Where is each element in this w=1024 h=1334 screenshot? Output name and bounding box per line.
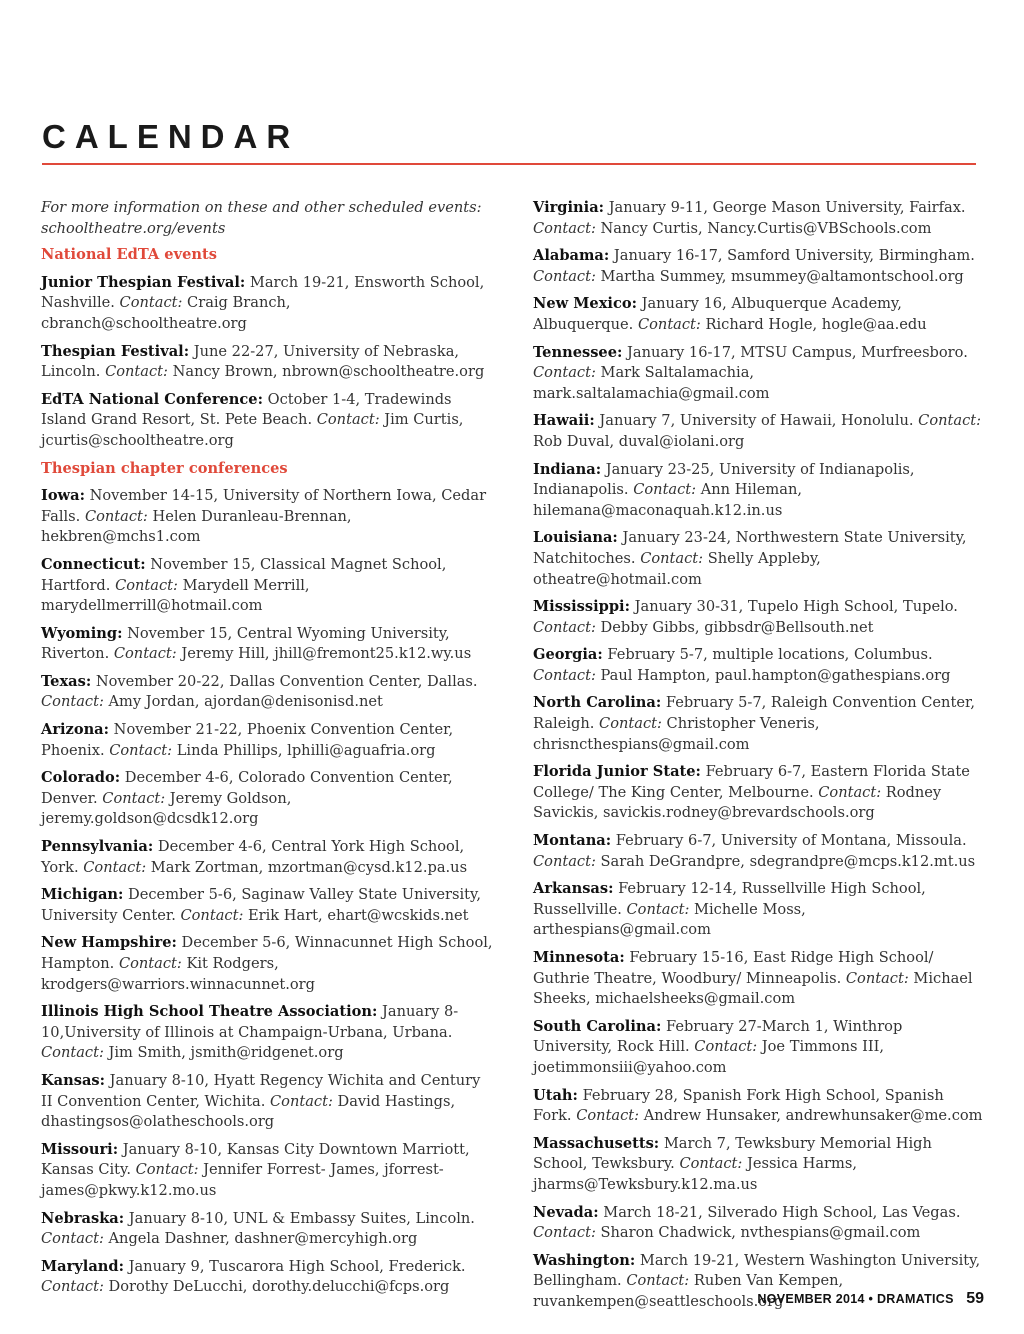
contact-label: Contact: bbox=[533, 219, 596, 237]
contact-info: Jessica Harms, jharms@Tewksbury.k12.ma.us bbox=[533, 1155, 857, 1193]
event-name: Washington: bbox=[533, 1251, 636, 1269]
contact-label: Contact: bbox=[41, 693, 104, 711]
event-details: November 20-22, Dallas Convention Center, Dallas. bbox=[95, 672, 478, 690]
event-name: Pennsylvania: bbox=[41, 838, 154, 856]
contact-label: Contact: bbox=[640, 549, 704, 567]
contact-info: Dorothy DeLucchi, dorothy.delucchi@fcps.org bbox=[108, 1278, 450, 1296]
event-details: January 8-10, UNL & Embassy Suites, Lincoln. bbox=[128, 1209, 475, 1227]
event-entry bbox=[533, 693, 986, 755]
event-name: Alabama: bbox=[533, 247, 610, 265]
page-number: 59 bbox=[966, 1290, 984, 1307]
event-name: Illinois High School Theatre Association: bbox=[41, 1003, 378, 1021]
contact-info: Jim Smith, jsmith@ridgenet.org bbox=[108, 1044, 344, 1062]
event-entry bbox=[533, 1134, 986, 1196]
contact-info: Ann Hileman, hilemana@maconaquah.k12.in.us bbox=[533, 481, 802, 519]
event-details: February 5-7, multiple locations, Columbus. bbox=[607, 646, 933, 664]
contact-label: Contact: bbox=[533, 666, 596, 684]
event-name: Montana: bbox=[533, 832, 612, 850]
event-details: January 23-25, University of Indianapolis, Indianapolis. bbox=[533, 460, 915, 499]
event-details: November 15, Classical Magnet School, Hartford. bbox=[41, 555, 447, 594]
contact-info: Rob Duval, duval@iolani.org bbox=[533, 432, 745, 450]
chapter-events-list-left bbox=[41, 486, 496, 1298]
event-name: Colorado: bbox=[41, 769, 121, 787]
right-column bbox=[533, 198, 986, 1320]
event-name: Florida Junior State: bbox=[533, 763, 701, 781]
event-details: January 16-17, Samford University, Birmingham. bbox=[613, 247, 975, 265]
event-name: Texas: bbox=[41, 672, 92, 690]
event-name: North Carolina: bbox=[533, 694, 662, 712]
event-entry bbox=[533, 198, 986, 239]
event-entry bbox=[41, 885, 496, 926]
contact-label: Contact: bbox=[83, 858, 147, 876]
event-details: March 18-21, Silverado High School, Las Vegas. bbox=[603, 1203, 961, 1221]
event-entry bbox=[41, 273, 496, 335]
event-entry bbox=[41, 555, 496, 617]
event-details: December 5-6, Saginaw Valley State University, University Center. bbox=[41, 886, 481, 924]
event-entry bbox=[533, 246, 986, 287]
contact-info: Debby Gibbs, gibbsdr@Bellsouth.net bbox=[600, 618, 874, 636]
contact-label: Contact: bbox=[533, 364, 596, 382]
events-url: schooltheatre.org/events bbox=[41, 219, 226, 237]
event-name: Michigan: bbox=[41, 886, 124, 904]
contact-label: Contact: bbox=[102, 789, 166, 807]
event-details: February 27-March 1, Winthrop University, Rock Hill. bbox=[533, 1017, 903, 1056]
contact-label: Contact: bbox=[41, 1044, 104, 1062]
event-entry bbox=[533, 1203, 986, 1244]
contact-info: Martha Summey, msummey@altamontschool.org bbox=[600, 267, 964, 285]
contact-info: Richard Hogle, hogle@aa.edu bbox=[705, 315, 927, 333]
event-name: Junior Thespian Festival: bbox=[41, 273, 246, 291]
event-name: Utah: bbox=[533, 1086, 578, 1104]
event-details: March 19-21, Western Washington University, Bellingham. bbox=[533, 1251, 981, 1290]
contact-label: Contact: bbox=[818, 783, 882, 801]
event-entry bbox=[41, 768, 496, 830]
contact-label: Contact: bbox=[845, 969, 909, 987]
event-name: New Mexico: bbox=[533, 295, 637, 313]
contact-info: Michael Sheeks, michaelsheeks@gmail.com bbox=[533, 969, 973, 1008]
event-entry bbox=[533, 831, 986, 872]
contact-info: Marydell Merrill, marydellmerrill@hotmail.com bbox=[41, 576, 310, 615]
event-name: EdTA National Conference: bbox=[41, 390, 263, 408]
event-details: January 16, Albuquerque Academy, Albuquerque. bbox=[533, 295, 902, 333]
event-entry bbox=[41, 837, 496, 878]
event-details: February 28, Spanish Fork High School, Spanish Fork. bbox=[533, 1086, 944, 1125]
contact-label: Contact: bbox=[270, 1092, 333, 1110]
section-heading-chapter: Thespian chapter conferences bbox=[41, 459, 288, 477]
contact-info: David Hastings, dhastingsos@olatheschools.org bbox=[41, 1092, 456, 1131]
contact-info: Shelly Appleby, otheatre@hotmail.com bbox=[533, 549, 821, 588]
contact-label: Contact: bbox=[637, 315, 701, 333]
event-name: Nevada: bbox=[533, 1203, 599, 1221]
event-details: February 6-7, Eastern Florida State College/ The King Center, Melbourne. bbox=[533, 763, 970, 801]
event-details: January 9, Tuscarora High School, Frederick. bbox=[128, 1257, 466, 1275]
event-name: Wyoming: bbox=[41, 624, 123, 642]
event-entry bbox=[41, 933, 496, 995]
event-entry bbox=[533, 343, 986, 405]
event-entry bbox=[41, 1257, 496, 1298]
event-entry bbox=[41, 486, 496, 548]
event-name: New Hampshire: bbox=[41, 934, 177, 952]
contact-info: Jeremy Goldson, jeremy.goldson@dcsdk12.org bbox=[41, 789, 292, 828]
contact-label: Contact: bbox=[576, 1107, 640, 1125]
event-details: June 22-27, University of Nebraska, Lincoln. bbox=[41, 342, 460, 381]
event-name: Virginia: bbox=[533, 199, 605, 216]
contact-label: Contact: bbox=[119, 294, 183, 312]
event-entry bbox=[533, 645, 986, 686]
contact-info: Michelle Moss, arthespians@gmail.com bbox=[533, 900, 806, 939]
event-details: January 16-17, MTSU Campus, Murfreesboro. bbox=[627, 343, 968, 361]
event-details: January 8-10, Hyatt Regency Wichita and Century II Convention Center, Wichita. bbox=[41, 1071, 481, 1110]
event-entry bbox=[533, 948, 986, 1010]
event-name: Iowa: bbox=[41, 487, 85, 505]
event-entry bbox=[41, 720, 496, 761]
event-details: January 8-10, Kansas City Downtown Marriott, Kansas City. bbox=[41, 1140, 470, 1179]
event-entry bbox=[533, 879, 986, 941]
event-name: Kansas: bbox=[41, 1071, 106, 1089]
event-details: December 4-6, Central York High School, York. bbox=[41, 838, 465, 876]
page-title: CALENDAR bbox=[42, 118, 300, 155]
contact-label: Contact: bbox=[679, 1155, 743, 1173]
contact-label: Contact: bbox=[109, 741, 173, 759]
contact-info: Joe Timmons III, joetimmonsiii@yahoo.com bbox=[533, 1038, 885, 1076]
event-entry bbox=[533, 294, 986, 335]
contact-label: Contact: bbox=[180, 906, 244, 924]
contact-label: Contact: bbox=[599, 715, 662, 733]
intro-text bbox=[41, 198, 496, 239]
event-details: February 5-7, Raleigh Convention Center, Raleigh. bbox=[533, 694, 975, 733]
event-details: November 15, Central Wyoming University, Riverton. bbox=[41, 624, 450, 663]
event-name: Connecticut: bbox=[41, 555, 146, 573]
event-details: March 7, Tewksbury Memorial High School, Tewksbury. bbox=[533, 1134, 932, 1173]
contact-info: Nancy Brown, nbrown@schooltheatre.org bbox=[172, 363, 485, 381]
event-details: February 15-16, East Ridge High School/ Guthrie Theatre, Woodbury/ Minneapolis. bbox=[533, 949, 934, 987]
contact-info: Paul Hampton, paul.hampton@gathespians.org bbox=[600, 666, 951, 684]
contact-info: Kit Rodgers, krodgers@warriors.winnacunnet.org bbox=[41, 955, 315, 993]
contact-info: Linda Phillips, lphilli@aguafria.org bbox=[176, 741, 436, 759]
event-name: Tennessee: bbox=[533, 343, 623, 361]
contact-info: Ruben Van Kempen, ruvankempen@seattleschools.org bbox=[533, 1272, 844, 1310]
event-entry bbox=[41, 672, 496, 713]
contact-label: Contact: bbox=[84, 507, 148, 525]
issue-label: NOVEMBER 2014 • DRAMATICS bbox=[757, 1292, 954, 1306]
event-name: Missouri: bbox=[41, 1140, 119, 1158]
contact-label: Contact: bbox=[533, 1224, 596, 1242]
event-name: Nebraska: bbox=[41, 1209, 125, 1227]
event-details: January 23-24, Northwestern State University, Natchitoches. bbox=[533, 529, 967, 567]
event-entry bbox=[533, 1017, 986, 1079]
event-entry bbox=[41, 1002, 496, 1064]
national-events-list bbox=[41, 273, 496, 452]
contact-info: Rodney Savickis, savickis.rodney@brevardschools.org bbox=[533, 783, 942, 822]
event-entry bbox=[41, 342, 496, 383]
event-entry bbox=[533, 460, 986, 522]
contact-info: Jeremy Hill, jhill@fremont25.k12.wy.us bbox=[181, 645, 472, 663]
contact-info: Sharon Chadwick, nvthespians@gmail.com bbox=[600, 1224, 921, 1242]
event-name: Georgia: bbox=[533, 646, 603, 664]
contact-info: Helen Duranleau-Brennan, hekbren@mchs1.com bbox=[41, 507, 352, 546]
event-name: Hawaii: bbox=[533, 412, 595, 430]
event-name: South Carolina: bbox=[533, 1017, 662, 1035]
contact-label: Contact: bbox=[105, 363, 168, 381]
event-entry bbox=[533, 528, 986, 590]
event-entry bbox=[41, 390, 496, 452]
title-divider bbox=[42, 163, 976, 165]
event-details: December 4-6, Colorado Convention Center, Denver. bbox=[41, 769, 453, 807]
event-details: December 5-6, Winnacunnet High School, Hampton. bbox=[41, 934, 493, 972]
event-entry bbox=[41, 1140, 496, 1202]
contact-label: Contact: bbox=[113, 645, 177, 663]
contact-label: Contact: bbox=[633, 481, 697, 499]
event-details: November 14-15, University of Northern Iowa, Cedar Falls. bbox=[41, 487, 487, 525]
event-name: Mississippi: bbox=[533, 598, 630, 616]
event-details: February 12-14, Russellville High School, Russellville. bbox=[533, 880, 926, 918]
contact-info: Andrew Hunsaker, andrewhunsaker@me.com bbox=[643, 1107, 983, 1125]
contact-info: Christopher Veneris, chrisncthespians@gmail.com bbox=[533, 715, 820, 753]
contact-info: Jennifer Forrest- James, jforrest-james@pkwy.k12.mo.us bbox=[41, 1161, 444, 1199]
contact-label: Contact: bbox=[533, 618, 596, 636]
event-entry bbox=[41, 1209, 496, 1250]
chapter-events-list-right bbox=[533, 198, 986, 1313]
event-details: March 19-21, Ensworth School, Nashville. bbox=[41, 273, 485, 312]
contact-label: Contact: bbox=[115, 576, 178, 594]
contact-info: Erik Hart, ehart@wcskids.net bbox=[248, 906, 469, 924]
event-name: Massachusetts: bbox=[533, 1134, 660, 1152]
section-heading-national: National EdTA events bbox=[41, 246, 217, 264]
event-details: January 9-11, George Mason University, Fairfax. bbox=[608, 199, 966, 216]
contact-info: Craig Branch, cbranch@schooltheatre.org bbox=[41, 294, 291, 332]
event-name: Thespian Festival: bbox=[41, 342, 190, 360]
event-details: January 7, University of Hawaii, Honolulu. bbox=[599, 412, 914, 430]
contact-info: Nancy Curtis, Nancy.Curtis@VBSchools.com bbox=[600, 219, 932, 237]
contact-label: Contact: bbox=[41, 1230, 104, 1248]
contact-info: Sarah DeGrandpre, sdegrandpre@mcps.k12.mt.us bbox=[600, 852, 976, 870]
event-details: January 8-10,University of Illinois at Champaign-Urbana, Urbana. bbox=[41, 1003, 459, 1041]
event-name: Maryland: bbox=[41, 1257, 124, 1275]
contact-info: Amy Jordan, ajordan@denisonisd.net bbox=[108, 693, 383, 711]
event-name: Minnesota: bbox=[533, 949, 625, 966]
left-column bbox=[41, 198, 496, 1305]
event-name: Arizona: bbox=[41, 721, 110, 739]
intro-line: For more information on these and other scheduled events: bbox=[41, 199, 482, 216]
contact-label: Contact: bbox=[316, 411, 380, 429]
event-name: Louisiana: bbox=[533, 529, 618, 547]
event-name: Indiana: bbox=[533, 460, 602, 478]
contact-label: Contact: bbox=[626, 900, 690, 918]
event-entry bbox=[533, 1086, 986, 1127]
event-entry bbox=[41, 1071, 496, 1133]
page-footer bbox=[757, 1290, 984, 1308]
event-entry bbox=[533, 411, 986, 452]
contact-info: Mark Saltalamachia, mark.saltalamachia@gmail.com bbox=[533, 364, 770, 402]
contact-info: Mark Zortman, mzortman@cysd.k12.pa.us bbox=[150, 858, 468, 876]
contact-label: Contact: bbox=[41, 1278, 104, 1296]
contact-label: Contact: bbox=[918, 412, 982, 430]
contact-label: Contact: bbox=[533, 267, 596, 285]
event-details: January 30-31, Tupelo High School, Tupelo. bbox=[634, 598, 958, 616]
contact-info: Jim Curtis, jcurtis@schooltheatre.org bbox=[41, 411, 464, 449]
event-entry bbox=[41, 624, 496, 665]
contact-label: Contact: bbox=[135, 1161, 199, 1179]
contact-label: Contact: bbox=[694, 1038, 758, 1056]
event-details: November 21-22, Phoenix Convention Center, Phoenix. bbox=[41, 721, 454, 759]
contact-info: Angela Dashner, dashner@mercyhigh.org bbox=[108, 1230, 418, 1248]
event-details: October 1-4, Tradewinds Island Grand Resort, St. Pete Beach. bbox=[41, 390, 452, 429]
event-details: February 6-7, University of Montana, Missoula. bbox=[615, 832, 967, 850]
contact-label: Contact: bbox=[626, 1272, 690, 1290]
contact-label: Contact: bbox=[118, 955, 182, 972]
event-entry bbox=[533, 762, 986, 824]
event-entry bbox=[533, 597, 986, 638]
event-name: Arkansas: bbox=[533, 880, 614, 898]
contact-label: Contact: bbox=[533, 852, 596, 870]
